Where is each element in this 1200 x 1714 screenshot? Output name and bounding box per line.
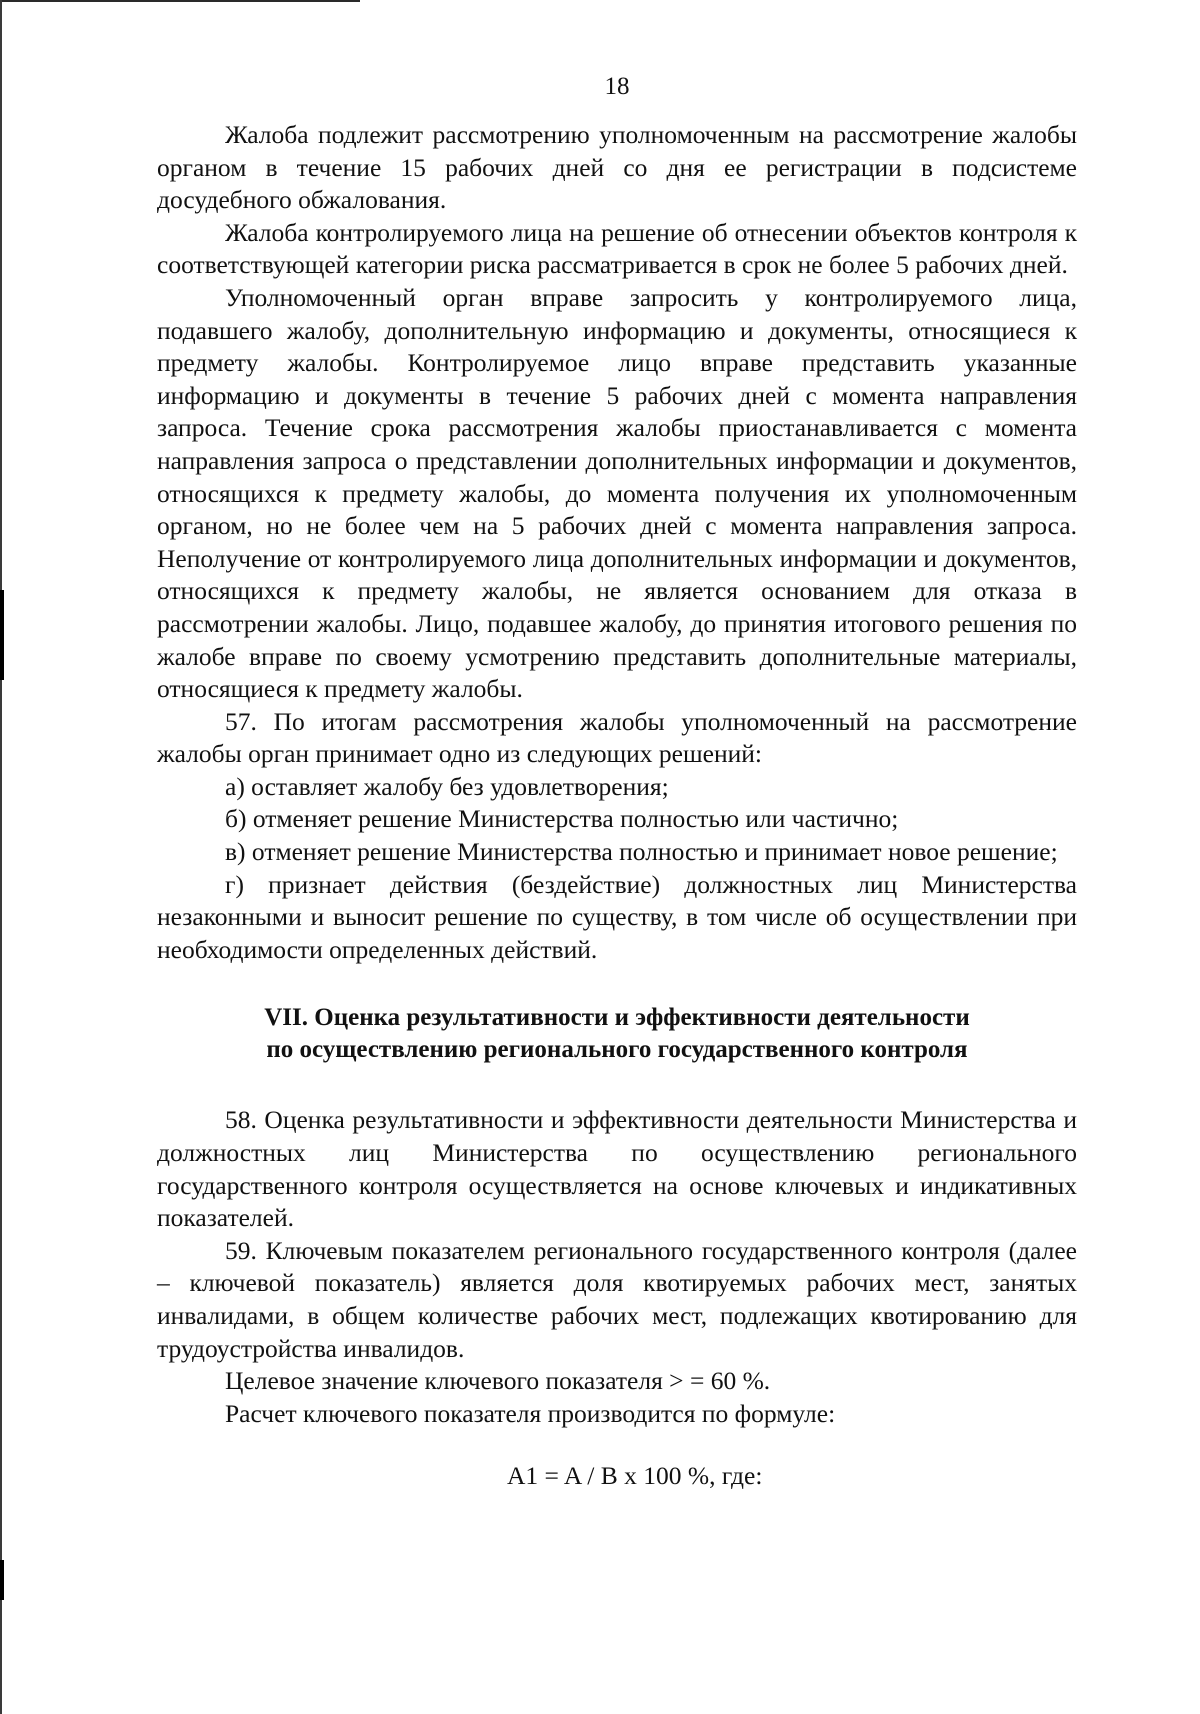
- scan-edge-top: [0, 0, 360, 2]
- paragraph-decision-c: в) отменяет решение Министерства полностью и принимает новое решение;: [225, 837, 1058, 867]
- paragraph-item-58: 58. Оценка результативности и эффективности деятельности Министерства и должностных лиц Министерства по осуществлению регионального государственного контроля осуществляется на основе ключевых и индикативных показателей.: [157, 1105, 1077, 1233]
- paragraph-risk-category-complaint: Жалоба контролируемого лица на решение об отнесении объектов контроля к соответствующей категории риска рассматривается в срок не более 5 рабочих дней.: [157, 217, 1077, 280]
- formula: A1 = A / B x 100 %, где:: [507, 1461, 763, 1491]
- section-heading-line-1: VII. Оценка результативности и эффективности деятельности: [264, 1004, 970, 1032]
- paragraph-decision-a: а) оставляет жалобу без удовлетворения;: [225, 771, 669, 801]
- page-number: 18: [604, 73, 630, 100]
- paragraph-formula-intro: Расчет ключевого показателя производится по формуле:: [225, 1398, 836, 1428]
- scan-mark: [0, 1560, 4, 1600]
- scan-mark: [0, 590, 4, 680]
- section-heading: [157, 1002, 1077, 1066]
- paragraph-additional-information-request: Уполномоченный орган вправе запросить у контролируемого лица, подавшего жалобу, дополнительную информацию и документы, относящиеся к предмету жалобы. Контролируемое лицо вправе представить указанные информацию и документы в течение 5 рабочих дней с момента направления запроса. Течение срока рассмотрения жалобы приостанавливается с момента направления запроса о представлении дополнительных информации и документов, относящихся к предмету жалобы, до момента получения их уполномоченным органом, но не более чем на 5 рабочих дней с момента направления запроса. Неполучение от контролируемого лица дополнительных информации и документов, относящихся к предмету жалобы, не является основанием для отказа в рассмотрении жалобы. Лицо, подавшее жалобу, до принятия итогового решения по жалобе вправе по своему усмотрению представить дополнительные материалы, относящиеся к предмету жалобы.: [157, 282, 1077, 704]
- section-heading-line-2: по осуществлению регионального государственного контроля: [266, 1036, 968, 1064]
- document-page: [157, 66, 1077, 1492]
- paragraph-decision-b: б) отменяет решение Министерства полностью или частично;: [225, 804, 899, 834]
- paragraph-item-59: 59. Ключевым показателем регионального государственного контроля (далее – ключевой показатель) является доля квотируемых рабочих мест, занятых инвалидами, в общем количестве рабочих мест, подлежащих квотированию для трудоустройства инвалидов.: [157, 1235, 1077, 1363]
- scan-edge-left: [0, 0, 2, 1714]
- paragraph-complaint-review-term: Жалоба подлежит рассмотрению уполномоченным на рассмотрение жалобы органом в течение 15 рабочих дней со дня ее регистрации в подсистеме досудебного обжалования.: [157, 120, 1077, 215]
- paragraph-decision-d: г) признает действия (бездействие) должностных лиц Министерства незаконными и выносит решение по существу, в том числе об осуществлении при необходимости определенных действий.: [157, 869, 1077, 964]
- paragraph-item-57: 57. По итогам рассмотрения жалобы уполномоченный на рассмотрение жалобы орган принимает одно из следующих решений:: [157, 706, 1077, 769]
- paragraph-target-value: Целевое значение ключевого показателя > = 60 %.: [225, 1366, 771, 1396]
